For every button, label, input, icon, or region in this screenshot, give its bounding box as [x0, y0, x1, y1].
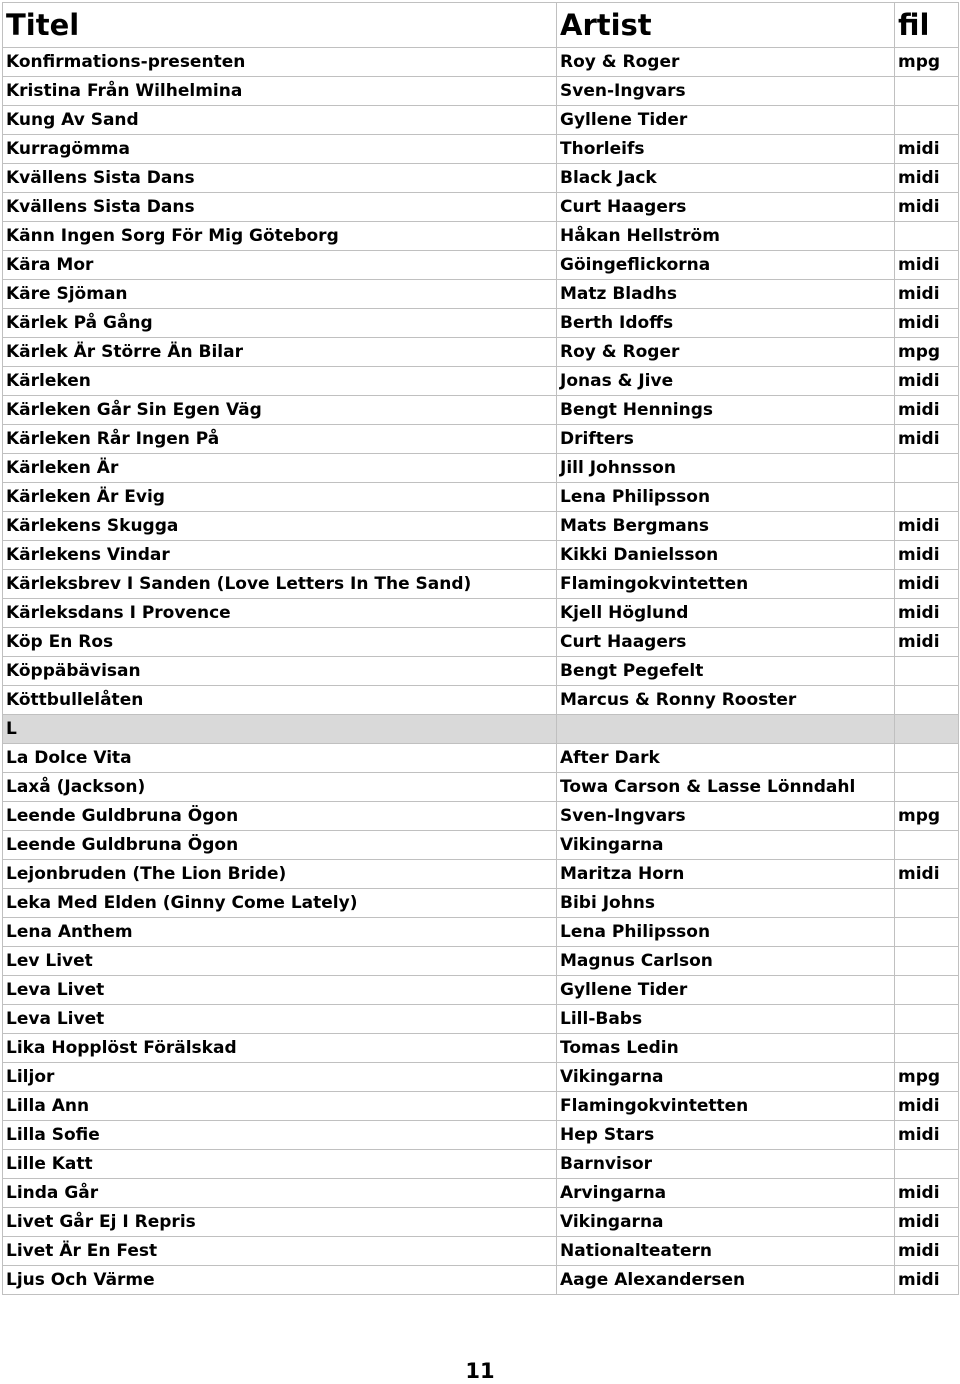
cell-file: midi	[895, 570, 959, 599]
table-row	[3, 860, 959, 889]
table-row	[3, 135, 959, 164]
header-title: Titel	[3, 3, 557, 48]
cell-title: Kärleken	[3, 367, 557, 396]
cell-file: midi	[895, 425, 959, 454]
section-row	[3, 715, 959, 744]
cell-title: Lika Hopplöst Förälskad	[3, 1034, 557, 1063]
cell-title: Kristina Från Wilhelmina	[3, 77, 557, 106]
table-row	[3, 628, 959, 657]
cell-file	[895, 1005, 959, 1034]
cell-title: Köttbullelåten	[3, 686, 557, 715]
cell-file: midi	[895, 309, 959, 338]
cell-file	[895, 976, 959, 1005]
table-row	[3, 106, 959, 135]
cell-title: Lilla Ann	[3, 1092, 557, 1121]
cell-file	[895, 657, 959, 686]
cell-artist: Lena Philipsson	[557, 483, 895, 512]
header-file: fil	[895, 3, 959, 48]
table-row	[3, 831, 959, 860]
table-row	[3, 889, 959, 918]
cell-artist: Sven-Ingvars	[557, 802, 895, 831]
cell-title: Leka Med Elden (Ginny Come Lately)	[3, 889, 557, 918]
cell-file: midi	[895, 1208, 959, 1237]
cell-file: midi	[895, 396, 959, 425]
cell-file	[895, 222, 959, 251]
cell-title: Kära Mor	[3, 251, 557, 280]
table-row	[3, 222, 959, 251]
cell-file	[895, 1034, 959, 1063]
cell-artist: Magnus Carlson	[557, 947, 895, 976]
cell-artist: Vikingarna	[557, 1063, 895, 1092]
table-row	[3, 1121, 959, 1150]
cell-title: Kärleken Går Sin Egen Väg	[3, 396, 557, 425]
cell-artist: Flamingokvintetten	[557, 570, 895, 599]
table-row	[3, 1179, 959, 1208]
cell-artist: Vikingarna	[557, 831, 895, 860]
table-row	[3, 1092, 959, 1121]
table-row	[3, 425, 959, 454]
cell-artist: Göingeflickorna	[557, 251, 895, 280]
cell-file: midi	[895, 193, 959, 222]
cell-artist: Sven-Ingvars	[557, 77, 895, 106]
table-row	[3, 657, 959, 686]
table-row	[3, 251, 959, 280]
cell-file: midi	[895, 164, 959, 193]
cell-file: midi	[895, 135, 959, 164]
cell-file: mpg	[895, 338, 959, 367]
cell-file: midi	[895, 367, 959, 396]
cell-artist: Flamingokvintetten	[557, 1092, 895, 1121]
cell-artist: Bengt Hennings	[557, 396, 895, 425]
cell-artist: Curt Haagers	[557, 628, 895, 657]
cell-title: Köppäbävisan	[3, 657, 557, 686]
cell-title: Lev Livet	[3, 947, 557, 976]
table-row	[3, 338, 959, 367]
table-row	[3, 1063, 959, 1092]
table-row	[3, 1237, 959, 1266]
cell-title: Kung Av Sand	[3, 106, 557, 135]
cell-title: Liljor	[3, 1063, 557, 1092]
table-row	[3, 570, 959, 599]
cell-title: Kärleken Rår Ingen På	[3, 425, 557, 454]
cell-title: Kärleksdans I Provence	[3, 599, 557, 628]
cell-title: La Dolce Vita	[3, 744, 557, 773]
table-row	[3, 1005, 959, 1034]
cell-artist: Matz Bladhs	[557, 280, 895, 309]
table-body	[3, 48, 959, 1295]
table-row	[3, 193, 959, 222]
song-table	[2, 2, 959, 1295]
cell-artist: Lena Philipsson	[557, 918, 895, 947]
cell-title: Lena Anthem	[3, 918, 557, 947]
cell-title: Kärlek Är Större Än Bilar	[3, 338, 557, 367]
cell-file: midi	[895, 599, 959, 628]
cell-file: midi	[895, 251, 959, 280]
cell-file: midi	[895, 1237, 959, 1266]
cell-title: Käre Sjöman	[3, 280, 557, 309]
cell-artist: Bibi Johns	[557, 889, 895, 918]
cell-file	[895, 918, 959, 947]
cell-title: Kärleken Är Evig	[3, 483, 557, 512]
cell-file: mpg	[895, 1063, 959, 1092]
cell-artist: Drifters	[557, 425, 895, 454]
cell-file: midi	[895, 1092, 959, 1121]
cell-artist: Jill Johnsson	[557, 454, 895, 483]
cell-artist: Marcus & Ronny Rooster	[557, 686, 895, 715]
cell-title: Kärlekens Skugga	[3, 512, 557, 541]
cell-title: Livet Går Ej I Repris	[3, 1208, 557, 1237]
page-number: 11	[465, 1359, 495, 1383]
table-row	[3, 77, 959, 106]
cell-title: Kärlek På Gång	[3, 309, 557, 338]
cell-artist: Nationalteatern	[557, 1237, 895, 1266]
cell-title: Lejonbruden (The Lion Bride)	[3, 860, 557, 889]
table-row	[3, 599, 959, 628]
cell-title: Köp En Ros	[3, 628, 557, 657]
cell-file	[895, 773, 959, 802]
cell-artist: Mats Bergmans	[557, 512, 895, 541]
header-artist: Artist	[557, 3, 895, 48]
cell-artist: Arvingarna	[557, 1179, 895, 1208]
cell-file	[895, 483, 959, 512]
cell-file: midi	[895, 280, 959, 309]
cell-file	[895, 947, 959, 976]
header-row	[3, 3, 959, 48]
cell-artist: Hep Stars	[557, 1121, 895, 1150]
cell-file: midi	[895, 1266, 959, 1295]
cell-artist: Roy & Roger	[557, 338, 895, 367]
cell-artist: Berth Idoffs	[557, 309, 895, 338]
cell-file: midi	[895, 512, 959, 541]
cell-title: Kärlekens Vindar	[3, 541, 557, 570]
cell-file	[895, 889, 959, 918]
cell-title: Leva Livet	[3, 976, 557, 1005]
table-row	[3, 483, 959, 512]
table-row	[3, 541, 959, 570]
cell-file: mpg	[895, 48, 959, 77]
table-row	[3, 918, 959, 947]
table-row	[3, 1034, 959, 1063]
cell-title: Lille Katt	[3, 1150, 557, 1179]
cell-title: Linda Går	[3, 1179, 557, 1208]
cell-file	[895, 454, 959, 483]
cell-title: Känn Ingen Sorg För Mig Göteborg	[3, 222, 557, 251]
cell-title: Laxå (Jackson)	[3, 773, 557, 802]
cell-artist: Jonas & Jive	[557, 367, 895, 396]
table-header	[3, 3, 959, 48]
cell-artist: Lill-Babs	[557, 1005, 895, 1034]
cell-file: midi	[895, 628, 959, 657]
cell-artist: Tomas Ledin	[557, 1034, 895, 1063]
table-row	[3, 367, 959, 396]
table-row	[3, 454, 959, 483]
cell-title: Kvällens Sista Dans	[3, 164, 557, 193]
cell-title: Kvällens Sista Dans	[3, 193, 557, 222]
cell-artist: Bengt Pegefelt	[557, 657, 895, 686]
cell-artist: Gyllene Tider	[557, 976, 895, 1005]
cell-artist: Aage Alexandersen	[557, 1266, 895, 1295]
cell-artist: Gyllene Tider	[557, 106, 895, 135]
cell-artist: Towa Carson & Lasse Lönndahl	[557, 773, 895, 802]
cell-file	[895, 77, 959, 106]
cell-file	[895, 831, 959, 860]
cell-file	[895, 715, 959, 744]
table-row	[3, 686, 959, 715]
cell-file	[895, 106, 959, 135]
cell-artist: Black Jack	[557, 164, 895, 193]
cell-title: Leva Livet	[3, 1005, 557, 1034]
cell-title: Ljus Och Värme	[3, 1266, 557, 1295]
table-row	[3, 1208, 959, 1237]
cell-file	[895, 686, 959, 715]
table-row	[3, 802, 959, 831]
table-row	[3, 1266, 959, 1295]
cell-file	[895, 744, 959, 773]
table-row	[3, 744, 959, 773]
cell-artist: Kjell Höglund	[557, 599, 895, 628]
cell-artist	[557, 715, 895, 744]
table-row	[3, 280, 959, 309]
cell-title: Kurragömma	[3, 135, 557, 164]
cell-file: midi	[895, 860, 959, 889]
cell-artist: Barnvisor	[557, 1150, 895, 1179]
table-row	[3, 309, 959, 338]
table-row	[3, 1150, 959, 1179]
cell-artist: After Dark	[557, 744, 895, 773]
table-row	[3, 164, 959, 193]
cell-file: mpg	[895, 802, 959, 831]
cell-artist: Thorleifs	[557, 135, 895, 164]
cell-file: midi	[895, 1179, 959, 1208]
cell-title: Konfirmations-presenten	[3, 48, 557, 77]
table-row	[3, 976, 959, 1005]
table-row	[3, 48, 959, 77]
table-row	[3, 947, 959, 976]
cell-title: Kärleken Är	[3, 454, 557, 483]
cell-artist: Maritza Horn	[557, 860, 895, 889]
cell-title: L	[3, 715, 557, 744]
cell-artist: Vikingarna	[557, 1208, 895, 1237]
cell-artist: Håkan Hellström	[557, 222, 895, 251]
cell-file: midi	[895, 541, 959, 570]
cell-file: midi	[895, 1121, 959, 1150]
cell-file	[895, 1150, 959, 1179]
table-row	[3, 512, 959, 541]
cell-artist: Curt Haagers	[557, 193, 895, 222]
cell-title: Kärleksbrev I Sanden (Love Letters In The Sand)	[3, 570, 557, 599]
cell-artist: Roy & Roger	[557, 48, 895, 77]
table-row	[3, 396, 959, 425]
cell-title: Lilla Sofie	[3, 1121, 557, 1150]
cell-artist: Kikki Danielsson	[557, 541, 895, 570]
table-row	[3, 773, 959, 802]
cell-title: Leende Guldbruna Ögon	[3, 831, 557, 860]
cell-title: Livet Är En Fest	[3, 1237, 557, 1266]
cell-title: Leende Guldbruna Ögon	[3, 802, 557, 831]
